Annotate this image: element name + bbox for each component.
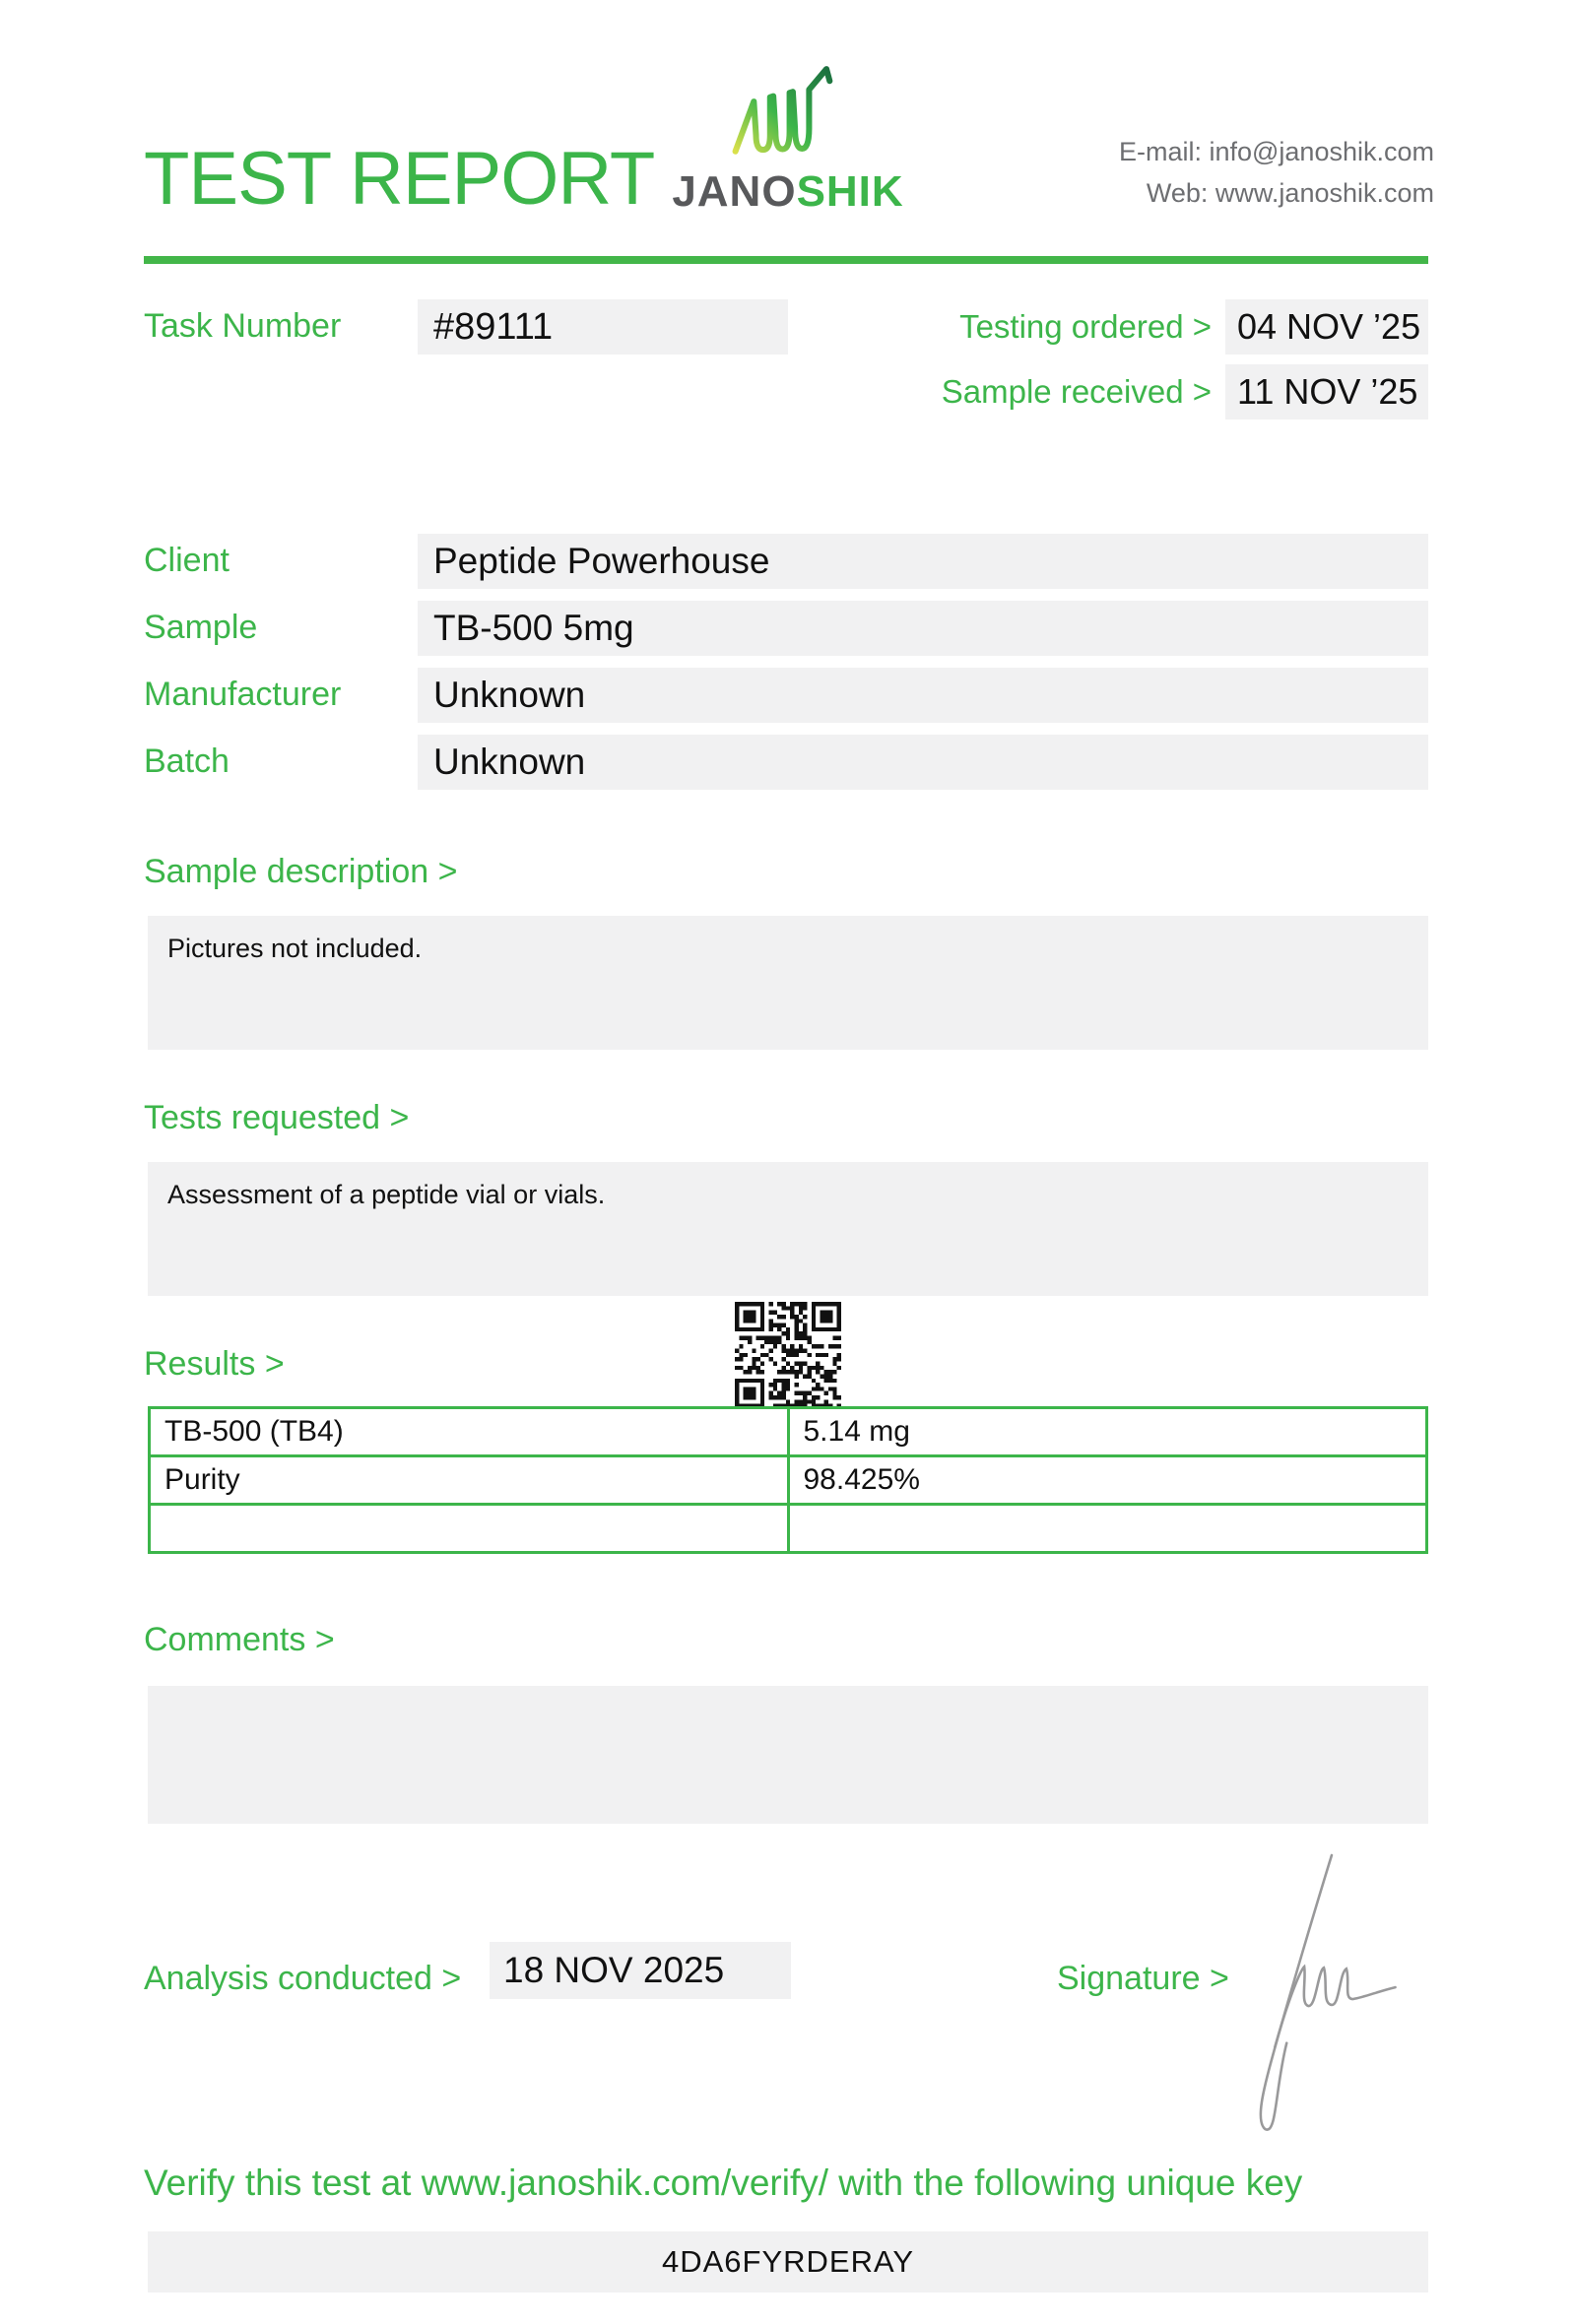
- client-value: Peptide Powerhouse: [418, 534, 1428, 589]
- unique-key: 4DA6FYRDERAY: [148, 2231, 1428, 2292]
- result-name: Purity: [150, 1456, 789, 1505]
- testing-ordered-row: [886, 299, 1428, 355]
- tests-requested-box: Assessment of a peptide vial or vials.: [148, 1162, 1428, 1296]
- table-row: [150, 1505, 1427, 1553]
- results-table: [148, 1406, 1428, 1554]
- sample-description-heading: Sample description >: [144, 853, 458, 890]
- verify-instruction: Verify this test at www.janoshik.com/verify/ with the following unique key: [144, 2163, 1303, 2203]
- sample-description-box: Pictures not included.: [148, 916, 1428, 1050]
- manufacturer-value: Unknown: [418, 668, 1428, 723]
- comments-heading: Comments >: [144, 1621, 335, 1658]
- contact-email: E-mail: info@janoshik.com: [1118, 137, 1434, 166]
- header-divider: [144, 256, 1428, 264]
- task-number-value: #89111: [418, 299, 788, 355]
- contact-info: [1119, 132, 1434, 215]
- signature-image: [1243, 1851, 1406, 2145]
- result-value: 98.425%: [788, 1456, 1427, 1505]
- result-value: 5.14 mg: [788, 1408, 1427, 1456]
- janoshik-chart-logo-icon: [729, 57, 837, 165]
- page-title: TEST REPORT: [144, 137, 655, 221]
- sample-received-value: 11 NOV ’25: [1225, 364, 1428, 420]
- table-row: [150, 1456, 1427, 1505]
- testing-ordered-label: Testing ordered >: [959, 308, 1212, 345]
- batch-value: Unknown: [418, 735, 1428, 790]
- sample-value: TB-500 5mg: [418, 601, 1428, 656]
- wordmark-shik: SHIK: [796, 167, 904, 216]
- sample-label: Sample: [144, 609, 258, 646]
- contact-web: Web: www.janoshik.com: [1146, 177, 1434, 208]
- analysis-conducted-label: Analysis conducted >: [144, 1960, 462, 1997]
- table-row: [150, 1408, 1427, 1456]
- result-name: TB-500 (TB4): [150, 1408, 789, 1456]
- tests-requested-heading: Tests requested >: [144, 1099, 410, 1136]
- testing-ordered-value: 04 NOV ’25: [1225, 299, 1428, 355]
- manufacturer-label: Manufacturer: [144, 676, 342, 713]
- result-value: [788, 1505, 1427, 1553]
- comments-box: [148, 1686, 1428, 1824]
- task-number-label: Task Number: [144, 307, 342, 345]
- analysis-date: 18 NOV 2025: [490, 1942, 791, 1999]
- result-name: [150, 1505, 789, 1553]
- client-label: Client: [144, 542, 230, 579]
- sample-received-label: Sample received >: [941, 373, 1212, 410]
- signature-label: Signature >: [1057, 1960, 1229, 1997]
- wordmark-jano: JANO: [672, 167, 797, 216]
- qr-code: [735, 1302, 841, 1408]
- batch-label: Batch: [144, 742, 230, 780]
- janoshik-wordmark: [611, 167, 965, 217]
- sample-received-row: [886, 364, 1428, 420]
- results-heading: Results >: [144, 1345, 285, 1383]
